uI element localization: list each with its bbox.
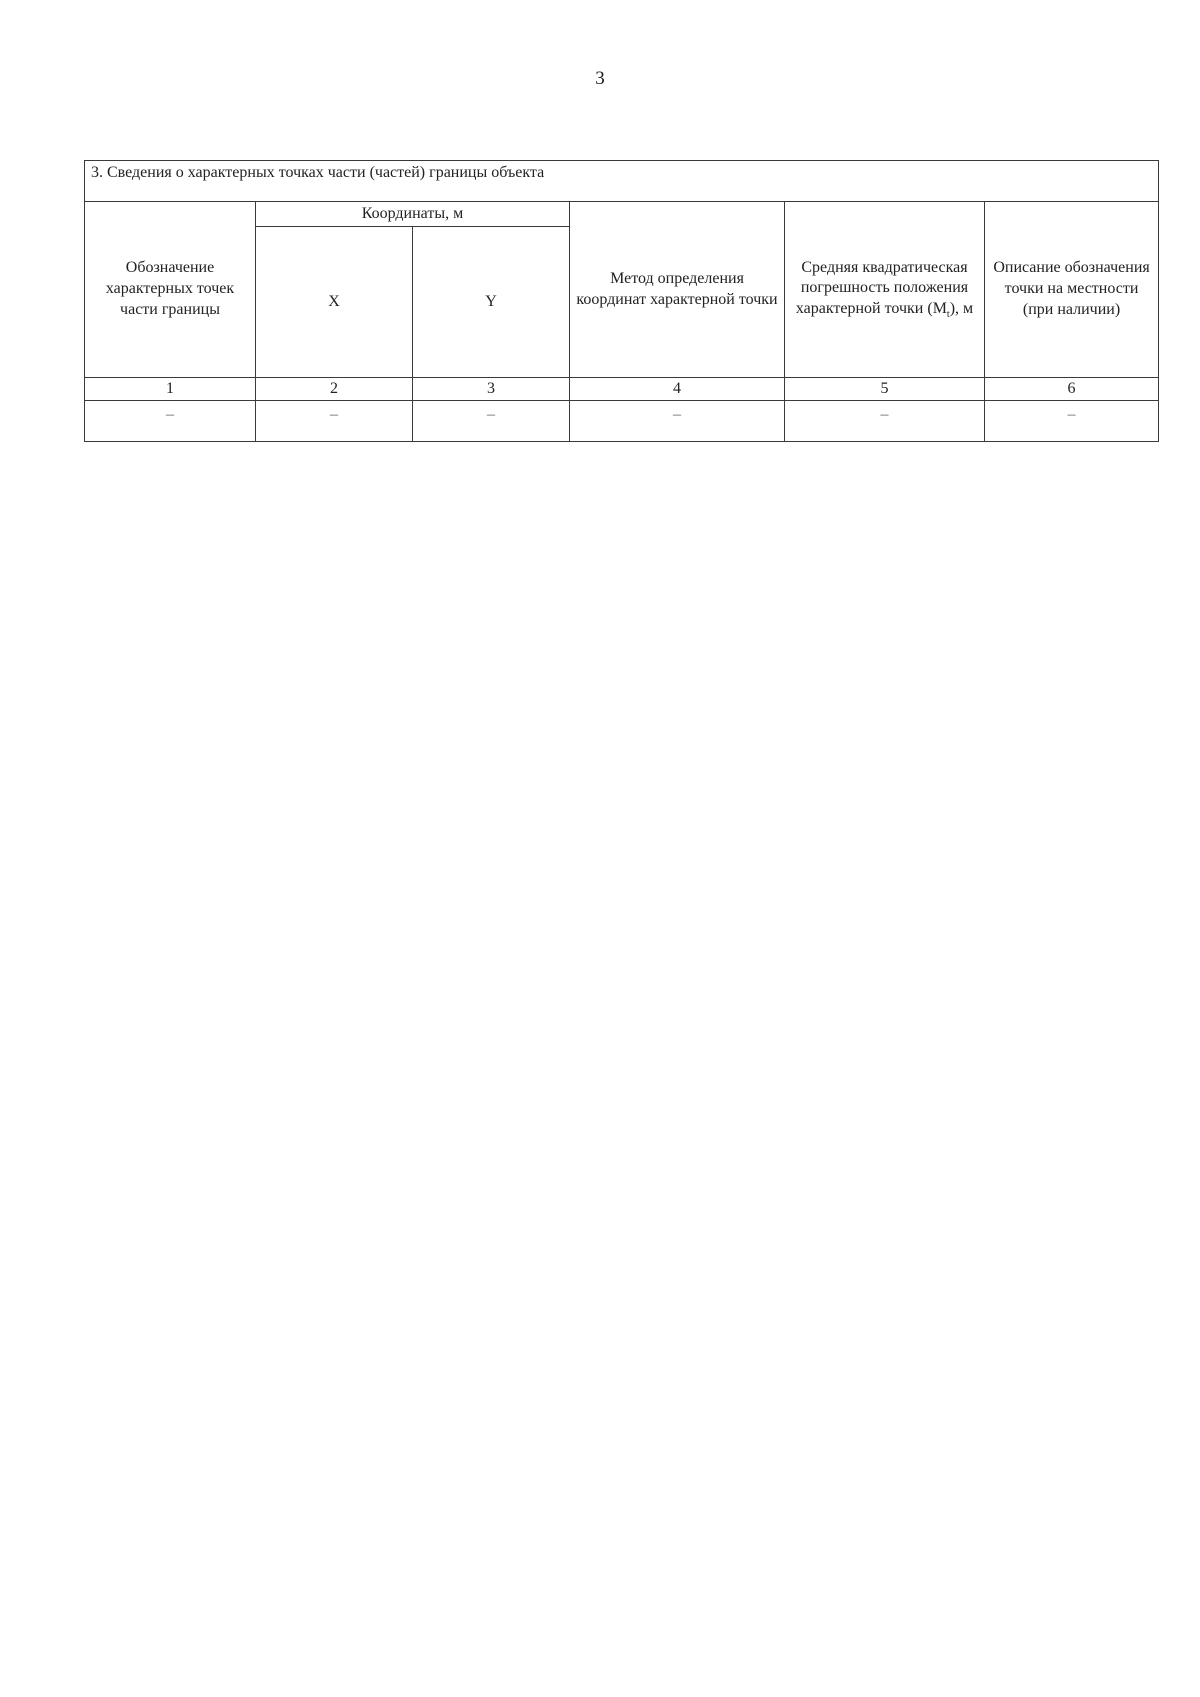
table-row xyxy=(85,401,1159,442)
column-number-row xyxy=(85,378,1159,401)
characteristic-points-table xyxy=(84,160,1159,442)
table-cell: – xyxy=(985,401,1159,442)
table-cell: – xyxy=(256,401,413,442)
column-number: 4 xyxy=(570,378,785,401)
header-description: Описание обозначения точки на местности (при наличии) xyxy=(985,202,1159,378)
header-x: X xyxy=(256,227,413,378)
table-cell: – xyxy=(85,401,256,442)
header-designation: Обозначение характерных точек части границы xyxy=(85,202,256,378)
header-error xyxy=(785,202,985,378)
table-cell: – xyxy=(785,401,985,442)
header-row-1 xyxy=(85,202,1159,227)
header-error-suffix: ), м xyxy=(949,300,974,318)
section-title-row xyxy=(85,161,1159,202)
column-number: 3 xyxy=(413,378,570,401)
column-number: 5 xyxy=(785,378,985,401)
table-cell: – xyxy=(570,401,785,442)
header-error-subscript: t xyxy=(946,309,950,321)
header-y: Y xyxy=(413,227,570,378)
table-cell: – xyxy=(413,401,570,442)
section-title: 3. Сведения о характерных точках части (частей) границы объекта xyxy=(85,161,1159,202)
header-error-prefix: Средняя квадратическая погрешность положения характерной точки (M xyxy=(795,258,969,318)
page-number: 3 xyxy=(595,68,605,89)
column-number: 6 xyxy=(985,378,1159,401)
column-number: 2 xyxy=(256,378,413,401)
column-number: 1 xyxy=(85,378,256,401)
header-coordinates: Координаты, м xyxy=(256,202,570,227)
header-method: Метод определения координат характерной точки xyxy=(570,202,785,378)
